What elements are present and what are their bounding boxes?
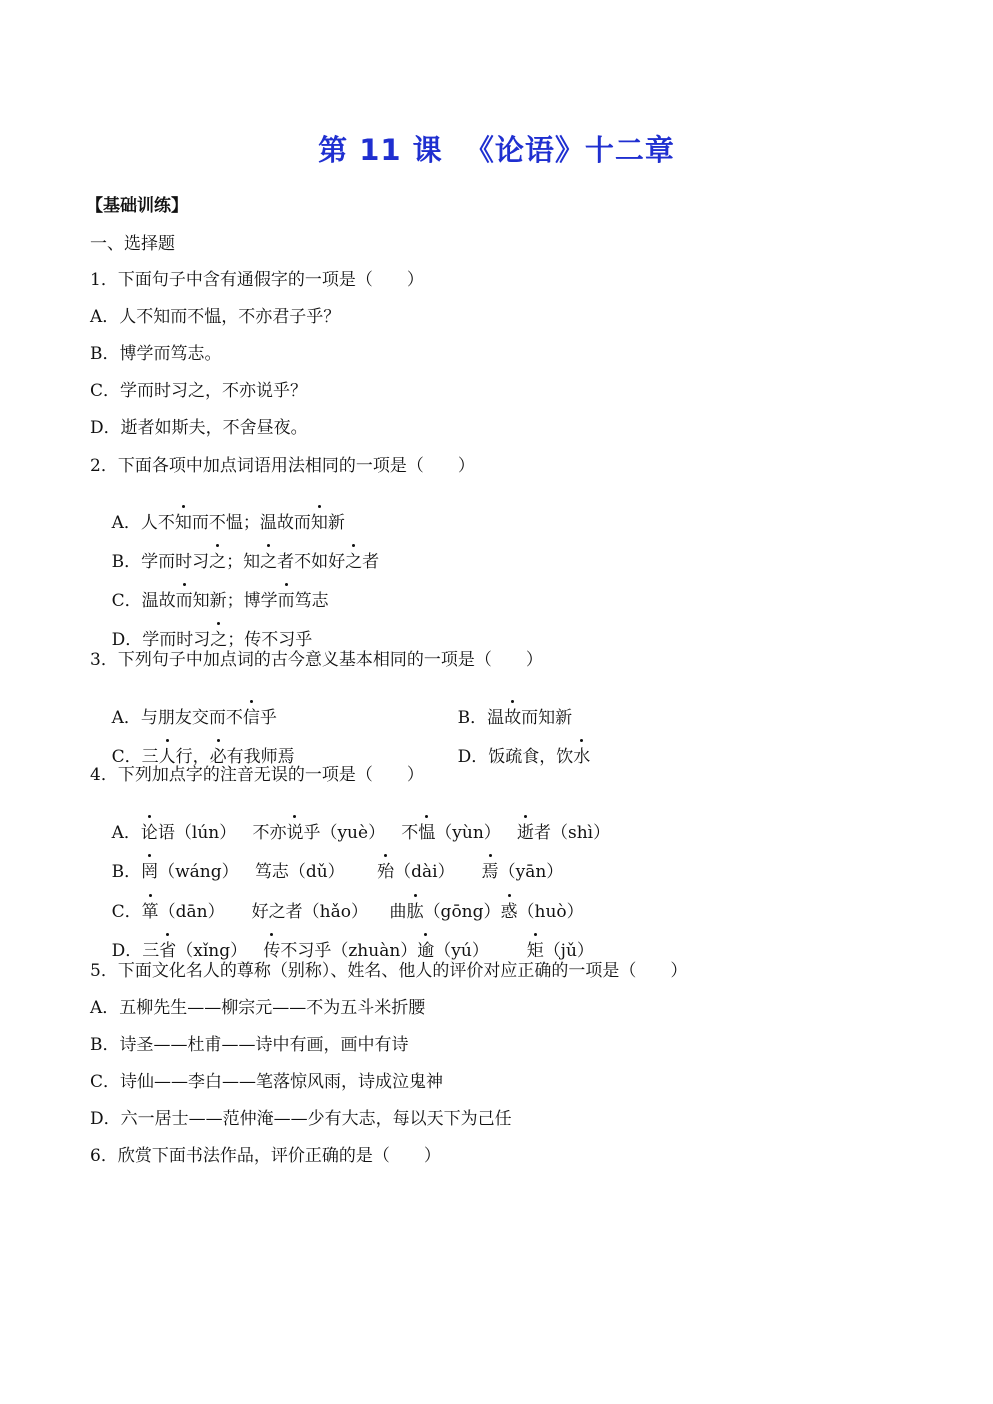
text-segment: B．温 — [457, 708, 505, 728]
dotted-char: 省 — [159, 936, 176, 961]
text-segment: （gōng） — [423, 902, 501, 922]
dotted-char: 逾 — [417, 936, 434, 961]
dotted-char: 传 — [263, 936, 280, 961]
text-segment: C． — [111, 902, 142, 922]
dotted-char: 论 — [141, 818, 158, 843]
text-segment: A．人不 — [111, 513, 175, 533]
text-segment: 而不愠；温故而 — [191, 513, 311, 533]
question-5-option-c: C．诗仙——李白——笔落惊风雨，诗成泣鬼神 — [90, 1072, 444, 1092]
text-segment: D．学而时习 — [111, 630, 211, 650]
text-segment: C．三 — [111, 747, 159, 767]
dotted-char: 信 — [243, 703, 260, 728]
text-segment: （huò） — [517, 902, 584, 922]
question-1-stem: 1．下面句子中含有通假字的一项是（ ） — [90, 270, 424, 290]
question-2-stem: 2．下面各项中加点词语用法相同的一项是（ ） — [90, 456, 475, 476]
text-segment: （yùn） — [435, 823, 517, 843]
dotted-char: 人 — [159, 742, 176, 767]
dotted-char: 矩 — [527, 936, 544, 961]
dotted-char: 肱 — [407, 897, 424, 922]
text-segment: 有我师焉 — [226, 747, 295, 767]
question-1-option-a: A．人不知而不愠，不亦君子乎？ — [90, 307, 341, 327]
dotted-char: 知 — [311, 508, 328, 533]
text-segment: 者不如好 — [277, 552, 346, 572]
text-segment: ；知 — [226, 552, 261, 572]
text-segment: （dài） — [394, 862, 482, 882]
dotted-char: 愠 — [418, 818, 435, 843]
question-3-stem: 3．下列句子中加点词的古今意义基本相同的一项是（ ） — [90, 650, 543, 670]
text-segment: 乎 — [259, 708, 277, 728]
dotted-char: 水 — [573, 742, 590, 767]
text-segment: 知新；博学 — [192, 591, 278, 611]
section-heading: 【基础训练】 — [86, 196, 188, 216]
text-segment: D．三 — [111, 941, 160, 961]
text-segment: （dān） 好之者（hǎo） 曲 — [158, 902, 407, 922]
text-segment: B． — [111, 862, 142, 882]
text-segment: 不习乎（zhuàn） — [280, 941, 418, 961]
question-1-option-d: D．逝者如斯夫，不舍昼夜。 — [90, 418, 308, 438]
text-segment: D．饭疏食，饮 — [457, 747, 574, 767]
text-segment: 者 — [362, 552, 380, 572]
text-segment: 新 — [327, 513, 345, 533]
text-segment: ；传不习乎 — [227, 630, 313, 650]
dotted-char: 之 — [209, 547, 226, 572]
question-5-stem: 5．下面文化名人的尊称（别称）、姓名、他人的评价对应正确的一项是（ ） — [90, 961, 688, 981]
dotted-char: 逝 — [517, 818, 534, 843]
dotted-char: 而 — [278, 586, 295, 611]
question-5-option-d: D．六一居士——范仲淹——少有大志，每以天下为己任 — [90, 1109, 512, 1129]
text-segment: （jǔ） — [543, 941, 594, 961]
lesson-title: 第 11 课 《论语》十二章 — [318, 133, 675, 167]
dotted-char: 箪 — [142, 897, 159, 922]
question-3-option-d — [436, 722, 590, 787]
text-segment: （yú） — [434, 941, 527, 961]
question-5-option-b: B．诗圣——杜甫——诗中有画，画中有诗 — [90, 1035, 409, 1055]
text-segment: （xǐng） — [176, 941, 264, 961]
text-segment: 而知新 — [521, 708, 573, 728]
text-segment: B．学而时习 — [111, 552, 210, 572]
dotted-char: 而 — [176, 586, 193, 611]
text-segment: A．与朋友交而不 — [111, 708, 243, 728]
dotted-char: 知 — [175, 508, 192, 533]
dotted-char: 殆 — [377, 857, 394, 882]
dotted-char: 故 — [504, 703, 521, 728]
dotted-char: 焉 — [482, 857, 499, 882]
text-segment: A． — [111, 823, 141, 843]
text-segment: 者（shì） — [534, 823, 611, 843]
text-segment: 语（lún） 不亦 — [157, 823, 287, 843]
text-segment: （wáng） 笃志（dǔ） — [158, 862, 378, 882]
dotted-char: 之 — [210, 625, 227, 650]
dotted-char: 惑 — [501, 897, 518, 922]
text-segment: C．温故 — [111, 591, 176, 611]
dotted-char: 之 — [260, 547, 277, 572]
text-segment: 乎（yuè） 不 — [303, 823, 419, 843]
dotted-char: 必 — [210, 742, 227, 767]
dotted-char: 之 — [345, 547, 362, 572]
question-1-option-c: C．学而时习之，不亦说乎？ — [90, 381, 308, 401]
question-1-option-b: B．博学而笃志。 — [90, 344, 222, 364]
question-4-stem: 4．下列加点字的注音无误的一项是（ ） — [90, 765, 424, 785]
text-segment: （yān） — [498, 862, 564, 882]
part-heading: 一、选择题 — [90, 234, 175, 254]
text-segment: 行， — [175, 747, 210, 767]
question-5-option-a: A．五柳先生——柳宗元——不为五斗米折腰 — [90, 998, 426, 1018]
dotted-char: 罔 — [141, 857, 158, 882]
dotted-char: 说 — [286, 818, 303, 843]
text-segment: 笃志 — [294, 591, 329, 611]
question-6-stem: 6．欣赏下面书法作品，评价正确的是（ ） — [90, 1146, 441, 1166]
